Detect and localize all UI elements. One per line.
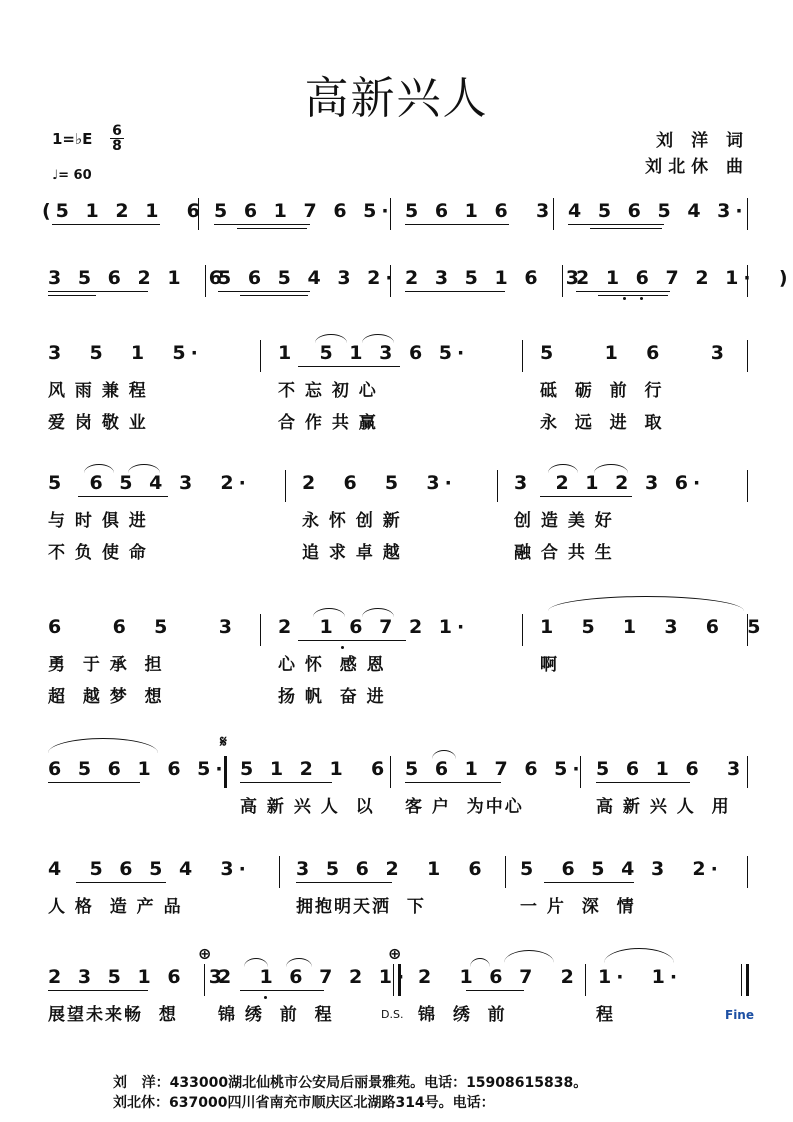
beam xyxy=(405,291,505,292)
coda-sign: ⊕ xyxy=(198,944,212,963)
dot-below xyxy=(264,996,267,999)
lyric: 锦 绣 前 程 xyxy=(218,1005,334,1025)
lyric: 心 怀 感 恩 xyxy=(278,655,386,675)
key-signature: 1=♭E xyxy=(52,130,93,148)
beam xyxy=(540,496,632,497)
measure: 5 6 5 4 3 2· xyxy=(520,858,723,880)
lyric: 风 雨 兼 程 xyxy=(48,381,148,401)
measure: 3 5 6 2 1 6 xyxy=(48,267,228,289)
dot-below xyxy=(640,297,643,300)
beam xyxy=(218,291,310,292)
beam xyxy=(214,224,310,225)
measure: 5 6 1 6 3 xyxy=(596,758,746,780)
lyric: 高 新 兴 人 用 xyxy=(596,797,731,817)
dot-below xyxy=(341,646,344,649)
measure: 4 5 6 5 4 3· xyxy=(48,858,251,880)
barline xyxy=(279,856,280,888)
barline xyxy=(390,265,391,297)
beam xyxy=(76,882,166,883)
time-signature xyxy=(110,124,124,153)
dot-below xyxy=(623,297,626,300)
slur-long xyxy=(48,738,158,753)
beam xyxy=(237,228,307,229)
barline xyxy=(390,756,391,788)
lyric: 一 片 深 情 xyxy=(520,897,636,917)
beam xyxy=(590,228,662,229)
lyric: 展望未来畅 想 xyxy=(48,1005,178,1025)
slur xyxy=(548,464,578,473)
barline xyxy=(747,198,748,230)
lyric: 程 xyxy=(596,1005,615,1025)
beam xyxy=(240,295,308,296)
measure: 6 5 6 1 6 5· xyxy=(48,758,228,780)
beam xyxy=(298,366,400,367)
barline xyxy=(747,265,748,297)
beam xyxy=(596,782,690,783)
measure: 1· 1· xyxy=(598,966,683,988)
time-sig-bottom: 8 xyxy=(112,138,122,154)
measure: 2 1 6 7 2 1· xyxy=(278,616,470,638)
beam xyxy=(240,990,324,991)
lyric: 永 远 进 取 xyxy=(540,413,664,433)
beam xyxy=(405,224,509,225)
beam xyxy=(48,295,96,296)
beam xyxy=(240,782,332,783)
measure: 2 1 6 7 2 xyxy=(418,966,579,988)
measure: (5 1 2 1 6 xyxy=(42,200,205,222)
barline xyxy=(390,198,391,230)
slur-long xyxy=(548,596,744,611)
barline xyxy=(522,614,523,646)
segno-sign: 𝄋 xyxy=(220,732,227,751)
slur xyxy=(244,958,268,967)
lyric: 啊 xyxy=(540,655,559,675)
beam xyxy=(568,224,664,225)
coda-sign: ⊕ xyxy=(388,944,402,963)
barline xyxy=(580,756,581,788)
measure: 2 1 6 7 2 1· xyxy=(218,966,410,988)
slur xyxy=(470,958,490,967)
lyric: 砥 砺 前 行 xyxy=(540,381,664,401)
measure: 2 6 5 3· xyxy=(302,472,457,494)
slur xyxy=(362,334,394,343)
measure: 3 2 1 2 3 6· xyxy=(514,472,706,494)
slur xyxy=(432,750,456,759)
measure: 5 1 6 3 xyxy=(540,342,730,364)
lyric: 与 时 俱 进 xyxy=(48,511,148,531)
measure: 3 5 6 2 1 6 xyxy=(296,858,487,880)
measure: 2 3 5 1 6 3 xyxy=(48,966,228,988)
barline xyxy=(260,340,261,372)
song-title: 高新兴人 xyxy=(304,73,489,124)
measure: 6 6 5 3 xyxy=(48,616,238,638)
fine-mark: Fine xyxy=(725,1008,754,1022)
lyric: 客 户 为中心 xyxy=(405,797,524,817)
measure: 5 6 1 6 3 xyxy=(405,200,555,222)
beam xyxy=(48,782,140,783)
footer-contact-2: 刘北休：637000四川省南充市顺庆区北湖路314号。电话： xyxy=(113,1095,495,1111)
lyric: 不 负 使 命 xyxy=(48,543,148,563)
lyric: 拥抱明天洒 下 xyxy=(296,897,426,917)
slur xyxy=(313,608,345,617)
footer-contact-1: 刘 洋：433000湖北仙桃市公安局后丽景雅苑。电话：15908615838。 xyxy=(113,1075,588,1091)
beam xyxy=(48,291,148,292)
barline xyxy=(741,964,742,996)
barline xyxy=(497,470,498,502)
lyric: 人 格 造 产 品 xyxy=(48,897,183,917)
barline xyxy=(522,340,523,372)
measure: 5 6 5 4 3 2· xyxy=(48,472,251,494)
barline xyxy=(553,198,554,230)
beam xyxy=(544,882,634,883)
barline xyxy=(585,964,586,996)
ds-mark: D.S. xyxy=(381,1008,404,1021)
lyric: 合 作 共 赢 xyxy=(278,413,378,433)
barline xyxy=(393,964,394,996)
slur xyxy=(286,958,312,967)
measure: 5 6 1 7 6 5· xyxy=(405,758,585,780)
beam xyxy=(78,496,168,497)
lyric: 勇 于 承 担 xyxy=(48,655,164,675)
barline xyxy=(747,614,748,646)
lyric: 锦 绣 前 xyxy=(418,1005,507,1025)
lyric: 爱 岗 敬 业 xyxy=(48,413,148,433)
measure: 2 1 6 7 2 1· ) xyxy=(576,267,793,289)
tempo-mark: ♩= 60 xyxy=(52,168,92,183)
measure: 5 1 2 1 6 xyxy=(240,758,390,780)
lyric: 扬 帆 奋 进 xyxy=(278,687,386,707)
barline xyxy=(747,470,748,502)
slur xyxy=(128,464,160,473)
beam xyxy=(598,295,668,296)
barline xyxy=(746,964,749,996)
slur xyxy=(315,334,347,343)
beam xyxy=(52,224,160,225)
composer-credit: 刘北休 曲 xyxy=(645,157,749,177)
measure: 5 6 5 4 3 2· xyxy=(218,267,398,289)
lyric: 不 忘 初 心 xyxy=(278,381,378,401)
slur xyxy=(594,464,628,473)
beam xyxy=(296,882,392,883)
lyric: 创 造 美 好 xyxy=(514,511,614,531)
measure: 2 3 5 1 6 3 xyxy=(405,267,585,289)
tie xyxy=(604,948,674,963)
lyric: 追 求 卓 越 xyxy=(302,543,402,563)
measure: 5 6 1 7 6 5· xyxy=(214,200,394,222)
measure: 1 5 1 3 6 5· xyxy=(278,342,470,364)
measure: 3 5 1 5· xyxy=(48,342,203,364)
barline xyxy=(747,756,748,788)
lyric: 永 怀 创 新 xyxy=(302,511,402,531)
beam xyxy=(405,782,501,783)
barline xyxy=(260,614,261,646)
barline xyxy=(204,964,205,996)
barline xyxy=(505,856,506,888)
slur xyxy=(362,608,394,617)
beam xyxy=(48,990,148,991)
barline xyxy=(198,198,199,230)
measure: 1 5 1 3 6 5 xyxy=(540,616,766,638)
barline xyxy=(398,964,401,996)
barline xyxy=(205,265,206,297)
beam xyxy=(576,291,670,292)
beam xyxy=(466,990,524,991)
lyric: 超 越 梦 想 xyxy=(48,687,164,707)
slur xyxy=(84,464,114,473)
barline xyxy=(747,856,748,888)
lyric: 融 合 共 生 xyxy=(514,543,614,563)
beam xyxy=(298,640,406,641)
barline xyxy=(747,340,748,372)
slur xyxy=(504,950,554,963)
barline xyxy=(224,756,227,788)
barline xyxy=(562,265,563,297)
lyric: 高 新 兴 人 以 xyxy=(240,797,375,817)
lyricist-credit: 刘 洋 词 xyxy=(656,131,749,151)
measure: 4 5 6 5 4 3· xyxy=(568,200,748,222)
barline xyxy=(285,470,286,502)
time-sig-top: 6 xyxy=(110,124,124,139)
